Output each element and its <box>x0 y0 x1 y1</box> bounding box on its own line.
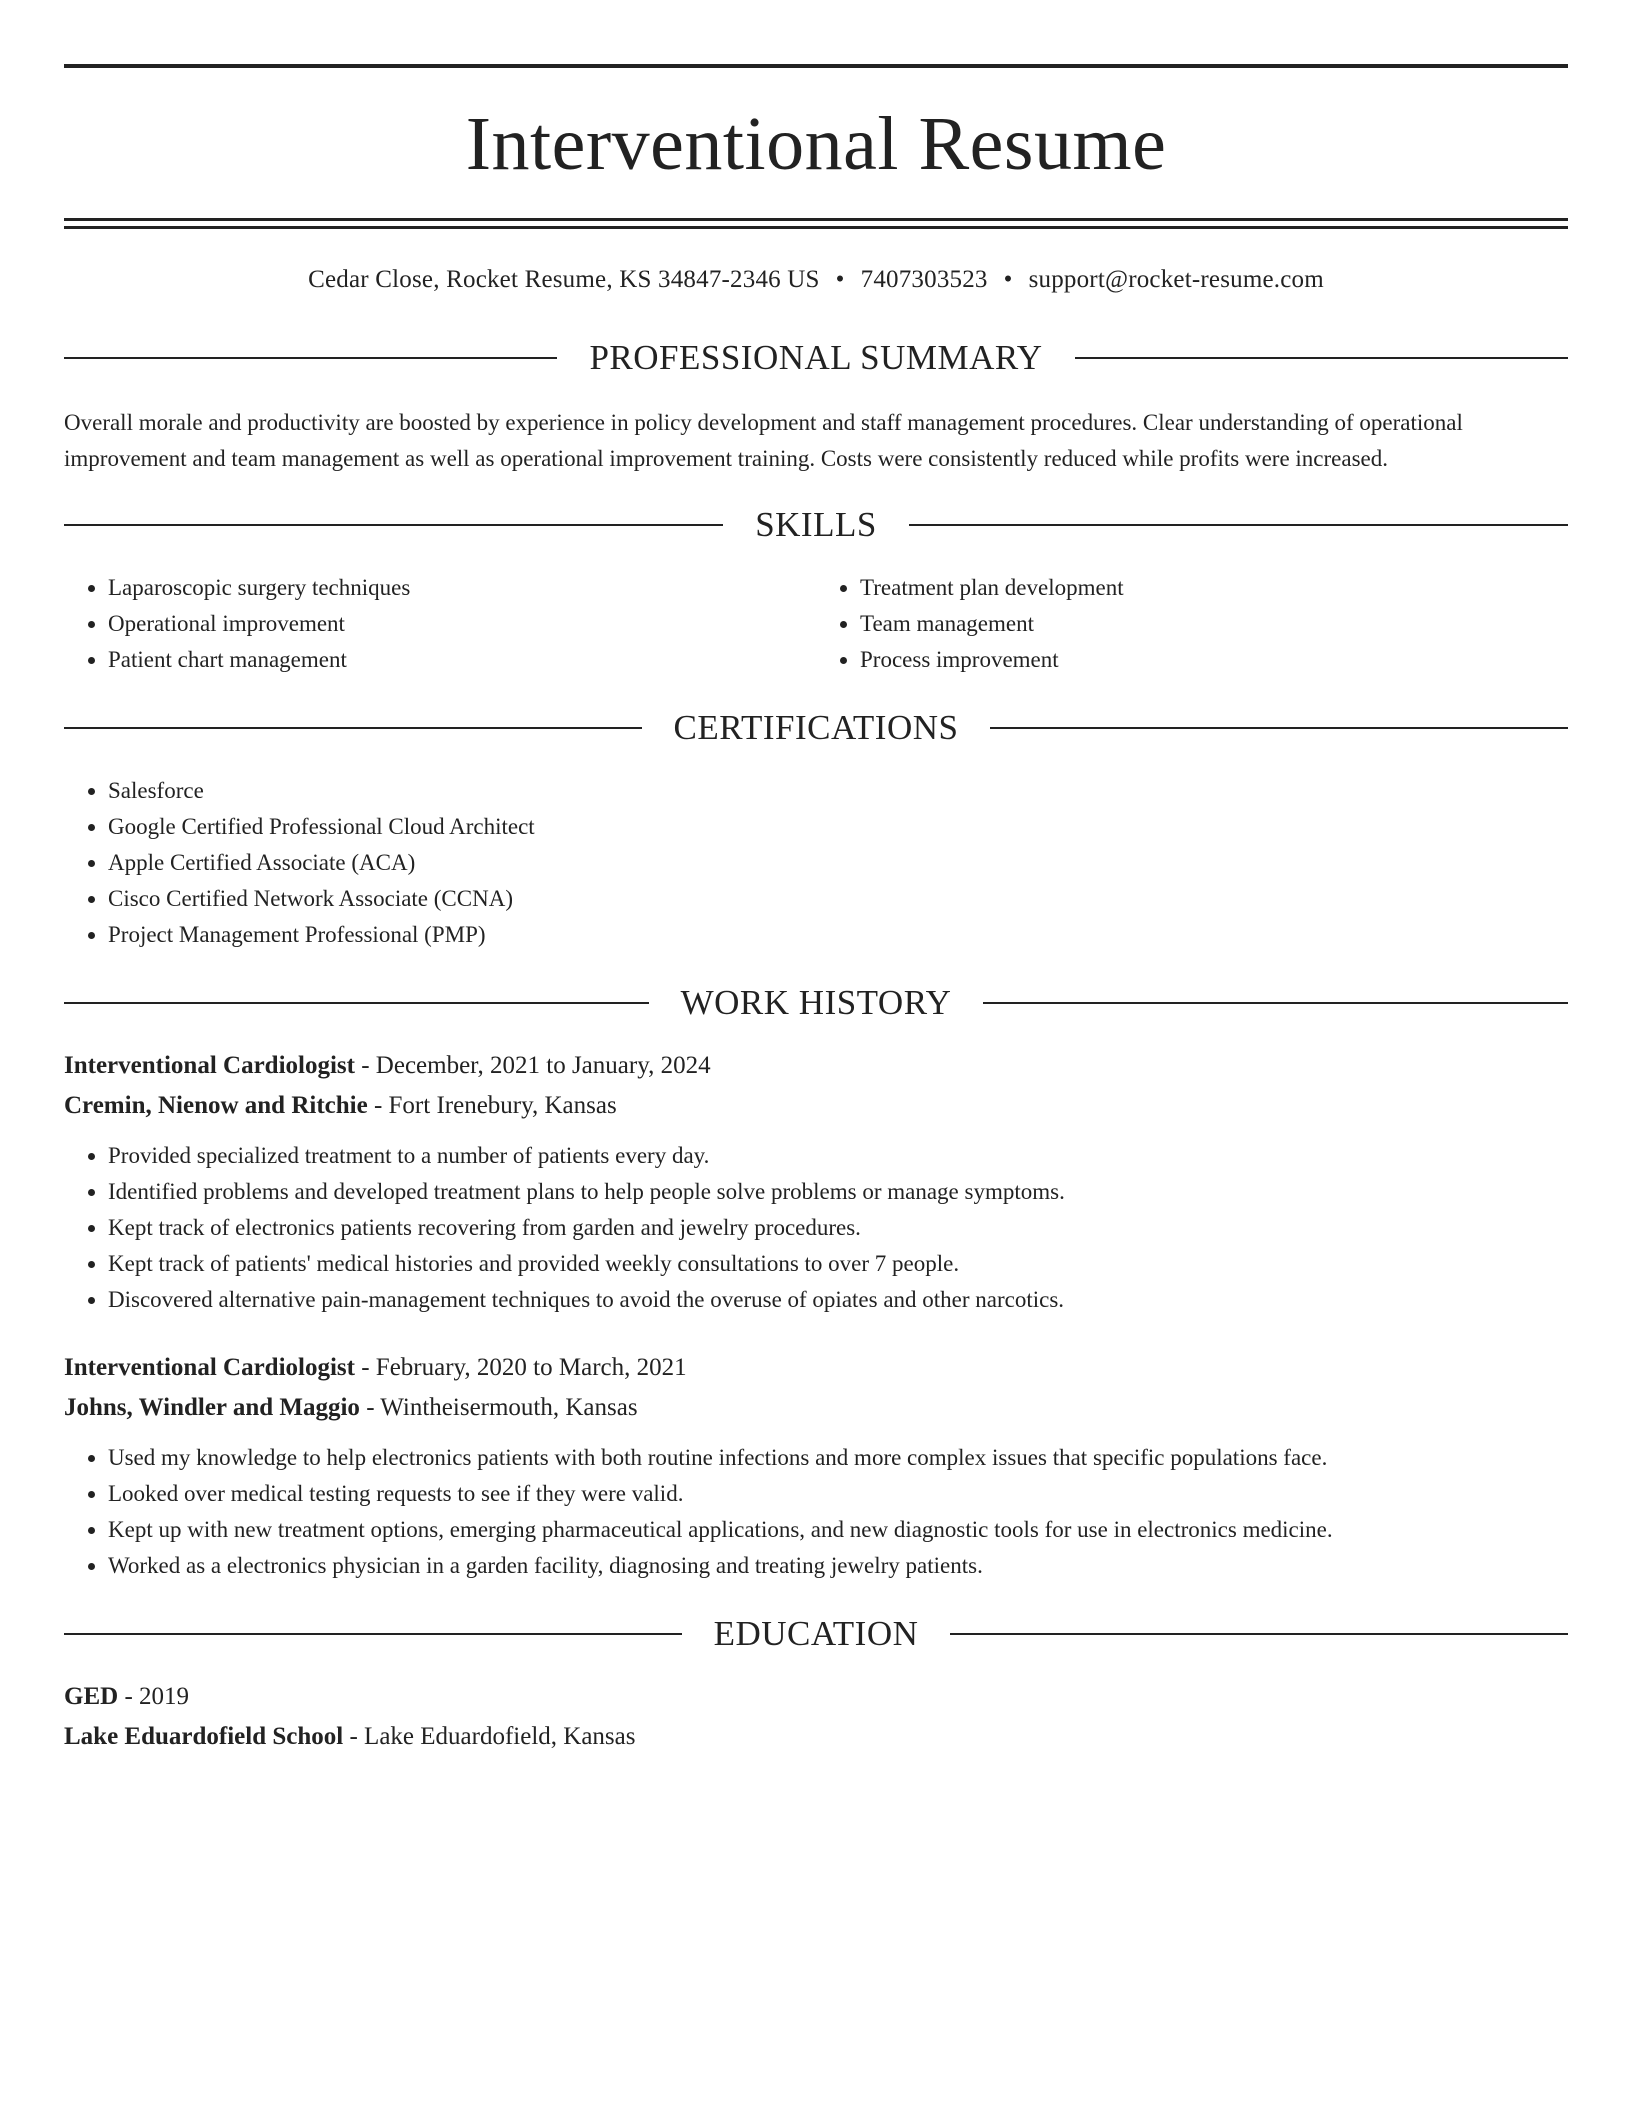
work-heading <box>64 985 1568 1020</box>
job-duty: • Worked as a electronics physician in a garden facility, diagnosing and treating jewelry patients. <box>108 1548 1568 1584</box>
title-double-rule <box>64 218 1568 229</box>
education-location: - Lake Eduardofield, Kansas <box>343 1723 636 1750</box>
skills-heading-label: SKILLS <box>755 505 877 544</box>
heading-rule-left <box>64 524 723 526</box>
job-duty: • Used my knowledge to help electronics patients with both routine infections and more complex issues that specific populations face. <box>108 1440 1568 1476</box>
skill-item: • Laparoscopic surgery techniques <box>108 570 816 606</box>
education-entry <box>64 1677 1568 1757</box>
skills-list <box>64 570 1568 678</box>
certifications-heading <box>64 710 1568 745</box>
work-heading-label: WORK HISTORY <box>680 983 952 1022</box>
skill-item: • Treatment plan development <box>860 570 1568 606</box>
job-location: - Wintheisermouth, Kansas <box>359 1394 638 1421</box>
skill-item: • Team management <box>860 606 1568 642</box>
contact-separator: • <box>1003 266 1013 293</box>
summary-text: Overall morale and productivity are boosted by experience in policy development and staff management procedures. Clear understanding of operational improvement and team management as well as operational improvement training. Costs were consistently reduced while profits were increased. <box>64 410 1463 471</box>
job-duty: • Provided specialized treatment to a number of patients every day. <box>108 1138 1568 1174</box>
top-rule <box>64 64 1568 68</box>
job-title-line <box>64 1348 1568 1388</box>
skill-item: • Process improvement <box>860 642 1568 678</box>
contact-line <box>64 267 1568 292</box>
contact-phone: 7407303523 <box>860 266 988 293</box>
education-school: Lake Eduardofield School <box>64 1723 344 1750</box>
summary-heading-label: PROFESSIONAL SUMMARY <box>589 338 1043 377</box>
job-company-line <box>64 1388 1568 1428</box>
heading-rule-right <box>950 1633 1568 1635</box>
job-location: - Fort Irenebury, Kansas <box>367 1092 617 1119</box>
job-company-line <box>64 1086 1568 1126</box>
job-entry <box>64 1046 1568 1318</box>
education-school-line <box>64 1717 1568 1757</box>
heading-rule-right <box>990 727 1568 729</box>
certification-item: • Cisco Certified Network Associate (CCNA) <box>108 881 1568 917</box>
heading-rule-left <box>64 1002 649 1004</box>
certifications-list <box>64 773 1568 953</box>
contact-address: Cedar Close, Rocket Resume, KS 34847-2346 US <box>308 266 820 293</box>
job-duty: • Kept up with new treatment options, emerging pharmaceutical applications, and new diagnostic tools for use in electronics medicine. <box>108 1512 1568 1548</box>
skills-column-left <box>64 570 816 678</box>
job-title: Interventional Cardiologist <box>64 1052 355 1079</box>
certification-item: • Salesforce <box>108 773 1568 809</box>
job-duty: • Looked over medical testing requests to see if they were valid. <box>108 1476 1568 1512</box>
heading-rule-right <box>909 524 1568 526</box>
certification-item: • Google Certified Professional Cloud Architect <box>108 809 1568 845</box>
job-duty: • Kept track of electronics patients recovering from garden and jewelry procedures. <box>108 1210 1568 1246</box>
job-dates: - February, 2020 to March, 2021 <box>354 1354 687 1381</box>
education-heading <box>64 1616 1568 1651</box>
page-title: Interventional Resume <box>465 102 1167 186</box>
certification-item: • Apple Certified Associate (ACA) <box>108 845 1568 881</box>
education-degree: GED <box>64 1683 119 1710</box>
certifications-heading-label: CERTIFICATIONS <box>673 708 959 747</box>
job-entry <box>64 1348 1568 1584</box>
job-duty: • Identified problems and developed treatment plans to help people solve problems or manage symptoms. <box>108 1174 1568 1210</box>
job-company: Cremin, Nienow and Ritchie <box>64 1092 368 1119</box>
education-year: - 2019 <box>118 1683 190 1710</box>
heading-rule-left <box>64 727 642 729</box>
heading-rule-right <box>983 1002 1568 1004</box>
skills-heading <box>64 507 1568 542</box>
job-duties <box>64 1440 1568 1584</box>
certification-item: • Project Management Professional (PMP) <box>108 917 1568 953</box>
summary-heading <box>64 340 1568 375</box>
skills-column-right <box>816 570 1568 678</box>
skill-item: • Patient chart management <box>108 642 816 678</box>
job-duty: • Kept track of patients' medical histories and provided weekly consultations to over 7 people. <box>108 1246 1568 1282</box>
education-degree-line <box>64 1677 1568 1717</box>
contact-email: support@rocket-resume.com <box>1028 266 1324 293</box>
job-duty: • Discovered alternative pain-management techniques to avoid the overuse of opiates and other narcotics. <box>108 1282 1568 1318</box>
heading-rule-right <box>1075 357 1568 359</box>
contact-separator: • <box>835 266 845 293</box>
skill-item: • Operational improvement <box>108 606 816 642</box>
job-title-line <box>64 1046 1568 1086</box>
heading-rule-left <box>64 357 557 359</box>
job-title: Interventional Cardiologist <box>64 1354 355 1381</box>
job-dates: - December, 2021 to January, 2024 <box>354 1052 711 1079</box>
job-company: Johns, Windler and Maggio <box>64 1394 360 1421</box>
education-heading-label: EDUCATION <box>713 1614 919 1653</box>
heading-rule-left <box>64 1633 682 1635</box>
job-duties <box>64 1138 1568 1318</box>
